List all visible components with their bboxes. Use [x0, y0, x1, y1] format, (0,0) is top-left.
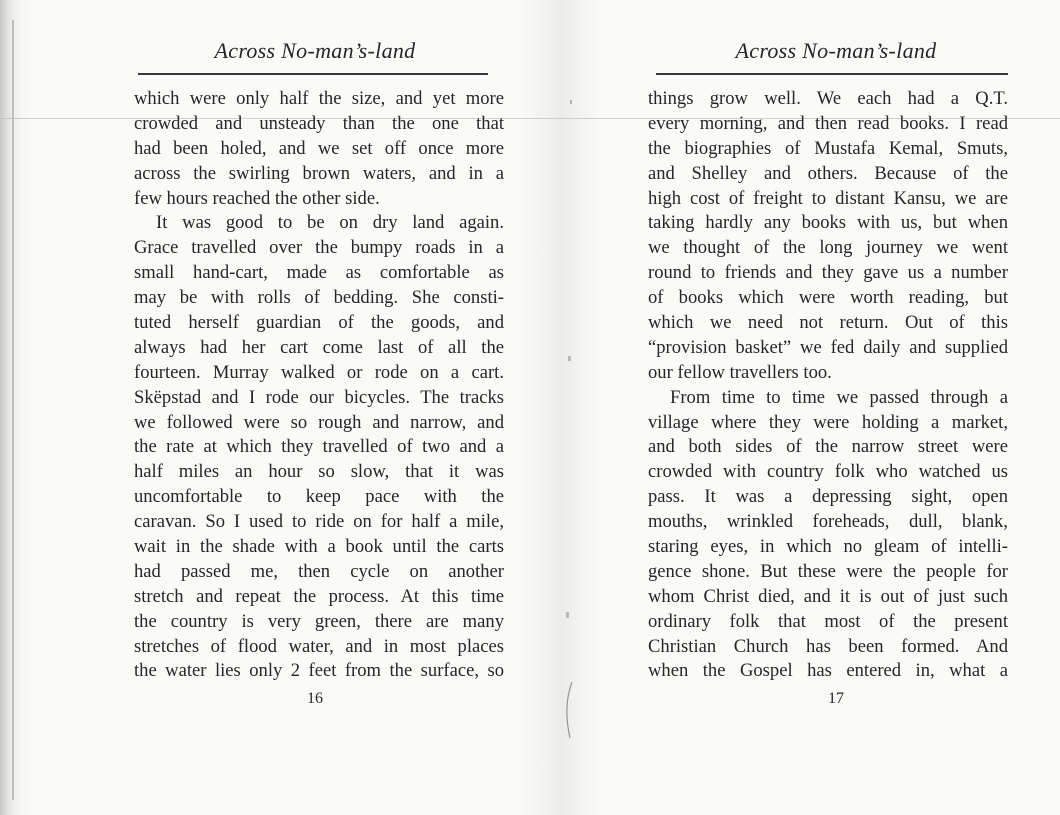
text-line: pass. It was a depressing sight, open: [648, 486, 1008, 508]
text-line: across the swirling brown waters, and in a: [134, 162, 504, 184]
text-line: the biographies of Mustafa Kemal, Smuts,: [648, 137, 1008, 159]
text-line: had passed me, then cycle on another: [134, 560, 504, 582]
text-line: staring eyes, in which no gleam of intelli-: [648, 536, 1008, 558]
text-line: tuted herself guardian of the goods, and: [134, 312, 504, 334]
text-line: taking hardly any books with us, but when: [648, 212, 1008, 234]
text-line: crowded with country folk who watched us: [648, 461, 1008, 483]
text-line: stretches of flood water, and in most places: [134, 635, 504, 657]
text-line: the country is very green, there are many: [134, 610, 504, 632]
text-line: and both sides of the narrow street were: [648, 436, 1008, 458]
text-line: of books which were worth reading, but: [648, 287, 1008, 309]
text-line: Grace travelled over the bumpy roads in a: [134, 237, 504, 259]
text-line: From time to time we passed through a: [670, 386, 1008, 408]
header-rule: [138, 73, 488, 75]
text-line: round to friends and they gave us a number: [648, 262, 1008, 284]
text-line: had been holed, and we set off once more: [134, 137, 504, 159]
scan-speck: [568, 356, 571, 361]
text-line: and Shelley and others. Because of the: [648, 162, 1008, 184]
page-edge-line: [12, 20, 14, 800]
text-line: small hand-cart, made as comfortable as: [134, 262, 504, 284]
text-line: Christian Church has been formed. And: [648, 635, 1008, 657]
body-text: [134, 87, 504, 684]
text-line: mouths, wrinkled foreheads, dull, blank,: [648, 511, 1008, 533]
gutter-crease-mark: [560, 680, 580, 740]
page-edge-shadow: [0, 0, 30, 815]
scan-speck: [570, 100, 572, 104]
text-line: Skëpstad and I rode our bicycles. The tracks: [134, 386, 504, 408]
text-line: which were only half the size, and yet more: [134, 88, 504, 109]
text-line: we thought of the long journey we went: [648, 237, 1008, 259]
text-line: village where they were holding a market,: [648, 411, 1008, 433]
scan-speck: [566, 612, 569, 618]
text-line: which we need not return. Out of this: [648, 312, 1008, 334]
text-line: stretch and repeat the process. At this time: [134, 585, 504, 607]
text-line: the water lies only 2 feet from the surface, so: [134, 660, 504, 682]
text-line: wait in the shade with a book until the carts: [134, 536, 504, 558]
text-line: when the Gospel has entered in, what a: [648, 660, 1008, 682]
text-line: things grow well. We each had a Q.T.: [648, 88, 1008, 109]
text-line: uncomfortable to keep pace with the: [134, 486, 504, 508]
text-line: “provision basket” we fed daily and supplied: [648, 336, 1008, 358]
text-line: always had her cart come last of all the: [134, 336, 504, 358]
running-head: Across No-man’s-land: [214, 38, 416, 63]
text-line: few hours reached the other side.: [134, 187, 380, 209]
right-page: [648, 0, 1008, 815]
text-line: gence shone. But these were the people for: [648, 560, 1008, 582]
header-rule: [656, 73, 1008, 75]
text-line: the rate at which they travelled of two and a: [134, 436, 504, 458]
text-line: we followed were so rough and narrow, and: [134, 411, 504, 433]
running-head: Across No-man’s-land: [735, 38, 937, 63]
text-line: high cost of freight to distant Kansu, we are: [648, 187, 1008, 209]
page-number: 17: [828, 690, 844, 707]
left-page: [134, 0, 504, 815]
text-line: caravan. So I used to ride on for half a mile,: [134, 511, 504, 533]
body-text: [648, 87, 1008, 684]
text-line: whom Christ died, and it is out of just such: [648, 585, 1008, 607]
text-line: our fellow travellers too.: [648, 361, 832, 383]
text-line: may be with rolls of bedding. She consti-: [134, 287, 504, 309]
text-line: ordinary folk that most of the present: [648, 610, 1008, 632]
text-line: fourteen. Murray walked or rode on a cart.: [134, 361, 504, 383]
text-line: crowded and unsteady than the one that: [134, 112, 504, 134]
text-line: half miles an hour so slow, that it was: [134, 461, 504, 483]
text-line: every morning, and then read books. I read: [648, 112, 1008, 134]
page-number: 16: [307, 690, 323, 707]
text-line: It was good to be on dry land again.: [156, 212, 504, 234]
